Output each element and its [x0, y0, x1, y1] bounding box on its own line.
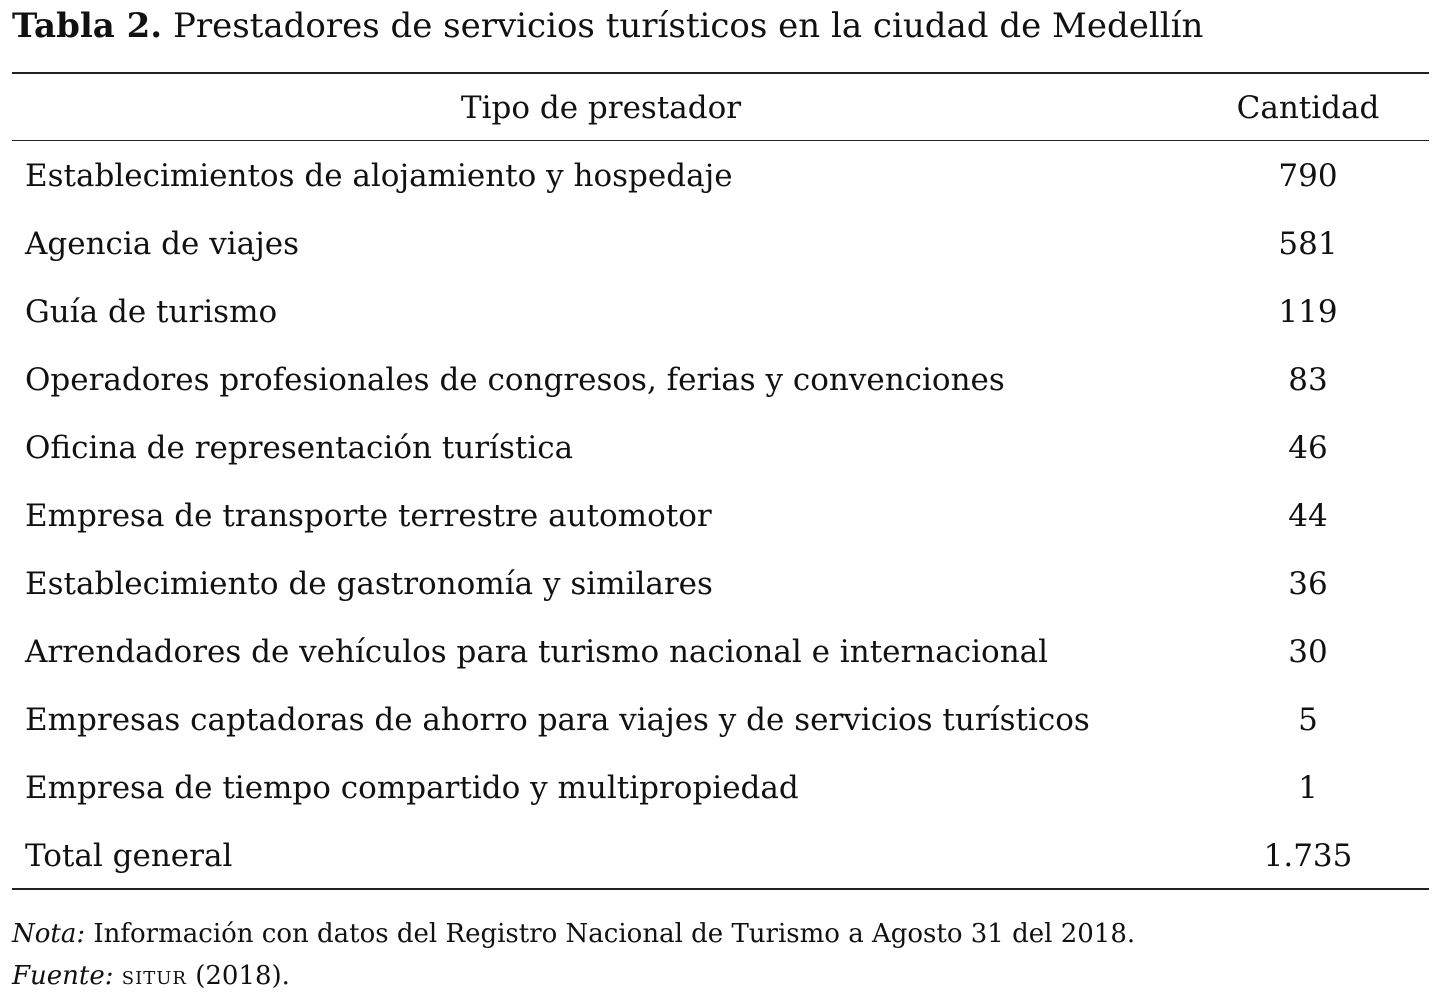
row-type: Empresas captadoras de ahorro para viajes y de servicios turísticos [25, 702, 1090, 738]
source-year: (2018). [195, 961, 290, 991]
row-type: Oficina de representación turística [25, 430, 574, 466]
row-quantity: 83 [1288, 362, 1328, 398]
table-caption-title: Prestadores de servicios turísticos en la ciudad de Medellín [172, 6, 1204, 46]
table-row [12, 278, 1429, 346]
column-header-type: Tipo de prestador [460, 90, 742, 126]
row-quantity: 36 [1288, 566, 1328, 602]
table-note [12, 916, 1135, 952]
row-type: Arrendadores de vehículos para turismo nacional e internacional [25, 634, 1049, 670]
note-label: Nota: [12, 919, 86, 949]
row-type: Operadores profesionales de congresos, ferias y convenciones [25, 362, 1005, 398]
source-label: Fuente: [12, 961, 114, 991]
table-row [12, 686, 1429, 754]
table-caption-label: Tabla 2. [12, 6, 163, 46]
table-row [12, 142, 1429, 210]
column-header-quantity: Cantidad [1236, 90, 1380, 126]
table-source [12, 958, 290, 994]
table-row [12, 754, 1429, 822]
row-quantity: 790 [1278, 158, 1338, 194]
table-row [12, 210, 1429, 278]
total-label: Total general [25, 838, 233, 874]
table-row [12, 550, 1429, 618]
row-quantity: 46 [1288, 430, 1328, 466]
table-top-rule [12, 72, 1429, 74]
row-type: Establecimientos de alojamiento y hospedaje [25, 158, 733, 194]
table-row [12, 346, 1429, 414]
table-caption [12, 4, 1203, 48]
row-type: Empresa de tiempo compartido y multipropiedad [25, 770, 799, 806]
table-body [12, 142, 1429, 890]
row-type: Establecimiento de gastronomía y similares [25, 566, 713, 602]
table-bottom-rule [12, 888, 1429, 890]
table-header-rule [12, 140, 1429, 141]
row-quantity: 30 [1288, 634, 1328, 670]
row-quantity: 581 [1278, 226, 1338, 262]
row-quantity: 5 [1298, 702, 1318, 738]
total-quantity: 1.735 [1263, 838, 1353, 874]
row-quantity: 1 [1298, 770, 1318, 806]
row-quantity: 44 [1288, 498, 1328, 534]
row-type: Empresa de transporte terrestre automotor [25, 498, 712, 534]
table-total-row [12, 822, 1429, 890]
note-text: Información con datos del Registro Nacional de Turismo a Agosto 31 del 2018. [93, 919, 1136, 949]
row-type: Agencia de viajes [25, 226, 299, 262]
row-type: Guía de turismo [25, 294, 278, 330]
row-quantity: 119 [1278, 294, 1338, 330]
table-row [12, 482, 1429, 550]
table-row [12, 618, 1429, 686]
table-row [12, 414, 1429, 482]
source-name: situr [121, 961, 187, 991]
